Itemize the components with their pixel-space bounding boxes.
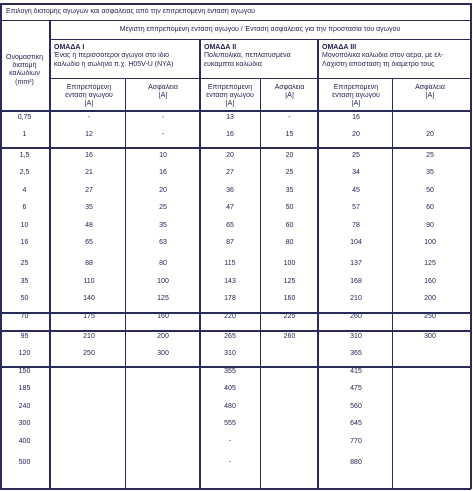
table-vline <box>317 39 319 489</box>
table-row-section-value: 35 <box>20 278 29 285</box>
table-hline <box>0 366 471 368</box>
table-cell: 560 <box>350 403 362 410</box>
g3-fuse-h1: Ασφάλεια <box>415 84 445 91</box>
table-cell: 210 <box>350 295 362 302</box>
table-cell: 125 <box>283 278 296 285</box>
table-cell: 178 <box>224 295 236 302</box>
table-cell: 355 <box>224 368 236 375</box>
table-cell: 35 <box>426 169 434 176</box>
section-label-line-1: Ονομαστική <box>6 54 43 61</box>
table-cell: 365 <box>350 350 362 357</box>
table-hline <box>0 488 471 490</box>
table-cell: 415 <box>350 368 362 375</box>
table-cell: 88 <box>85 260 93 267</box>
g2-fuse-h2: [A] <box>285 92 294 99</box>
table-cell: 20 <box>426 131 434 138</box>
table-cell: 16 <box>352 114 360 121</box>
table-cell: 143 <box>224 278 236 285</box>
group-3-desc-2: Λάχιστη απόσταση τη διάμετρο τους <box>322 61 435 68</box>
table-hline <box>0 330 471 332</box>
table-row-section-value: 6 <box>22 204 27 211</box>
table-row-section-value: 500 <box>18 459 31 466</box>
table-cell: 260 <box>350 313 362 320</box>
table-row-section-value: 50 <box>20 295 29 302</box>
table-cell: 80 <box>285 239 294 246</box>
table-hline <box>0 110 471 112</box>
table-cell: 250 <box>424 313 436 320</box>
group-1-title: ΟΜΑΔΑ Ι <box>54 44 85 51</box>
table-cell: 100 <box>157 278 169 285</box>
table-cell: 125 <box>424 260 436 267</box>
table-cell: 12 <box>85 131 93 138</box>
table-cell: 60 <box>426 204 434 211</box>
table-cell: 250 <box>83 350 95 357</box>
table-cell: 225 <box>283 313 296 320</box>
table-cell: - <box>288 114 291 121</box>
table-cell: 25 <box>159 204 167 211</box>
table-cell: - <box>228 459 232 466</box>
table-cell: 160 <box>424 278 436 285</box>
table-cell: 57 <box>352 204 360 211</box>
table-row-section-value: 120 <box>18 350 31 357</box>
g1-fuse-h1: Ασφάλεια <box>148 84 178 91</box>
table-vline <box>199 39 201 489</box>
table-cell: 310 <box>350 333 362 340</box>
table-vline <box>392 78 393 489</box>
table-cell: 168 <box>350 278 362 285</box>
table-cell: 300 <box>424 333 436 340</box>
table-vline <box>260 78 261 489</box>
table-title: Επιλογή διατομής αγωγών και ασφάλειας από την επιτρεπόμενη ένταση αγωγού <box>6 8 255 15</box>
table-row-section-value: 1 <box>22 131 27 138</box>
table-cell: - <box>228 438 232 445</box>
table-cell: 50 <box>426 187 434 194</box>
section-label-line-3: καλωδίων <box>9 70 40 77</box>
table-cell: 16 <box>159 169 167 176</box>
table-hline <box>0 147 471 149</box>
table-cell: 27 <box>226 169 234 176</box>
table-row-section-value: 400 <box>18 438 31 445</box>
table-cell: 25 <box>352 152 360 159</box>
table-cell: 65 <box>226 222 234 229</box>
g1-current-h2: ένταση αγωγού <box>65 92 113 99</box>
table-cell: 310 <box>224 350 236 357</box>
table-cell: 21 <box>85 169 93 176</box>
table-cell: 25 <box>285 169 294 176</box>
g1-current-h1: Επιτρεπόμενη <box>66 84 112 91</box>
section-label-line-2: διατομή <box>12 62 37 69</box>
table-row-section-value: 185 <box>18 385 31 392</box>
table-vline <box>0 3 2 489</box>
table-cell: 16 <box>85 152 93 159</box>
table-cell: 140 <box>83 295 95 302</box>
table-cell: 80 <box>159 260 167 267</box>
g3-current-h3: [A] <box>351 100 361 107</box>
table-row-section-value: 300 <box>18 420 31 427</box>
table-cell: 48 <box>85 222 93 229</box>
g3-current-h2: ένταση αγωγού <box>332 92 380 99</box>
table-cell: 60 <box>285 222 294 229</box>
table-cell: 15 <box>285 131 294 138</box>
table-cell: 47 <box>226 204 234 211</box>
table-cell: 160 <box>157 313 169 320</box>
table-cell: 78 <box>352 222 360 229</box>
main-heading: Μέγιστη επιτρεπόμενη ένταση αγωγού / Ένταση ασφάλειας για την προστασία του αγωγού <box>119 26 401 33</box>
table-row-section-value: 240 <box>18 403 31 410</box>
table-cell: 475 <box>350 385 362 392</box>
group-2-title: ΟΜΑΔΑ ΙΙ <box>204 44 237 51</box>
table-row-section-value: 0,75 <box>17 114 32 121</box>
table-cell: 770 <box>350 438 362 445</box>
table-cell: 100 <box>424 239 436 246</box>
table-cell: 13 <box>226 114 234 121</box>
table-row-section-value: 25 <box>20 260 29 267</box>
table-cell: 137 <box>350 260 362 267</box>
table-cell: 25 <box>426 152 434 159</box>
table-vline <box>125 78 126 489</box>
table-cell: 125 <box>157 295 169 302</box>
table-cell: 34 <box>352 169 360 176</box>
section-label-line-4: (mm²) <box>15 79 34 86</box>
table-cell: 10 <box>159 152 167 159</box>
table-hline <box>0 312 471 314</box>
group-2-desc-2: εύκαμπτα καλώδια <box>204 61 262 68</box>
table-row-section-value: 150 <box>18 368 31 375</box>
table-row-section-value: 10 <box>20 222 29 229</box>
table-cell: 65 <box>85 239 93 246</box>
table-row-section-value: 4 <box>22 187 27 194</box>
g1-current-h3: [A] <box>84 100 94 107</box>
table-vline <box>470 3 472 489</box>
table-cell: 160 <box>283 295 296 302</box>
table-cell: 880 <box>350 459 362 466</box>
table-cell: 63 <box>159 239 167 246</box>
table-cell: 36 <box>226 187 234 194</box>
group-3-title: ΟΜΑΔΑ ΙΙΙ <box>322 44 357 51</box>
table-cell: 35 <box>159 222 167 229</box>
table-cell: 16 <box>226 131 234 138</box>
table-row-section-value: 16 <box>20 239 29 246</box>
table-cell: 45 <box>352 187 360 194</box>
table-cell: 50 <box>285 204 294 211</box>
table-cell: 115 <box>224 260 236 267</box>
table-cell: 100 <box>283 260 296 267</box>
table-row-section-value: 70 <box>20 313 29 320</box>
table-cell: 175 <box>83 313 95 320</box>
table-cell: 645 <box>350 420 362 427</box>
table-cell: 265 <box>224 333 236 340</box>
table-cell: 35 <box>85 204 93 211</box>
table-cell: - <box>87 114 91 121</box>
table-cell: 200 <box>424 295 436 302</box>
table-cell: 20 <box>285 152 294 159</box>
g1-fuse-h2: [A] <box>158 92 168 99</box>
table-cell: 20 <box>226 152 234 159</box>
table-cell: 20 <box>159 187 167 194</box>
table-cell: - <box>161 131 165 138</box>
table-cell: 405 <box>224 385 236 392</box>
table-row-section-value: 1,5 <box>19 152 30 159</box>
g2-current-h1: Επιτρεπόμενη <box>207 84 253 91</box>
table-cell: 200 <box>157 333 169 340</box>
group-1-desc-2: καλώδιο ή σωλήνα π.χ. H05V-U (NYA) <box>54 61 174 68</box>
table-cell: 104 <box>350 239 362 246</box>
table-row-section-value: 2,5 <box>19 169 30 176</box>
group-2-desc-1: Πολυπολικά, πεπλατυσμένα <box>204 52 291 59</box>
table-cell: 555 <box>224 420 236 427</box>
table-cell: 260 <box>283 333 296 340</box>
table-row-section-value: 95 <box>20 333 29 340</box>
table-cell: 300 <box>157 350 169 357</box>
table-cell: 210 <box>83 333 95 340</box>
g2-fuse-h1: Ασφάλεια <box>274 84 305 91</box>
g2-current-h2: ένταση αγωγού <box>206 92 254 99</box>
table-cell: 20 <box>352 131 360 138</box>
g3-fuse-h2: [A] <box>425 92 435 99</box>
table-cell: 35 <box>285 187 294 194</box>
table-hline <box>0 3 471 5</box>
table-cell: 110 <box>83 278 95 285</box>
table-cell: 87 <box>226 239 234 246</box>
table-cell: 27 <box>85 187 93 194</box>
table-cell: - <box>161 114 165 121</box>
table-hline <box>49 39 471 40</box>
table-cell: 480 <box>224 403 236 410</box>
table-cell: 220 <box>224 313 236 320</box>
table-vline <box>49 20 51 489</box>
table-hline <box>0 20 471 21</box>
g3-current-h1: Επιτρεπόμενη <box>333 84 379 91</box>
group-1-desc-1: Ένας ή περισσότεροι αγωγοί στο ίδιο <box>54 52 170 59</box>
g2-current-h3: [A] <box>225 100 235 107</box>
group-3-desc-1: Μονοπολικά καλώδια στον αέρα, με ελ- <box>322 52 444 59</box>
table-cell: 90 <box>426 222 434 229</box>
